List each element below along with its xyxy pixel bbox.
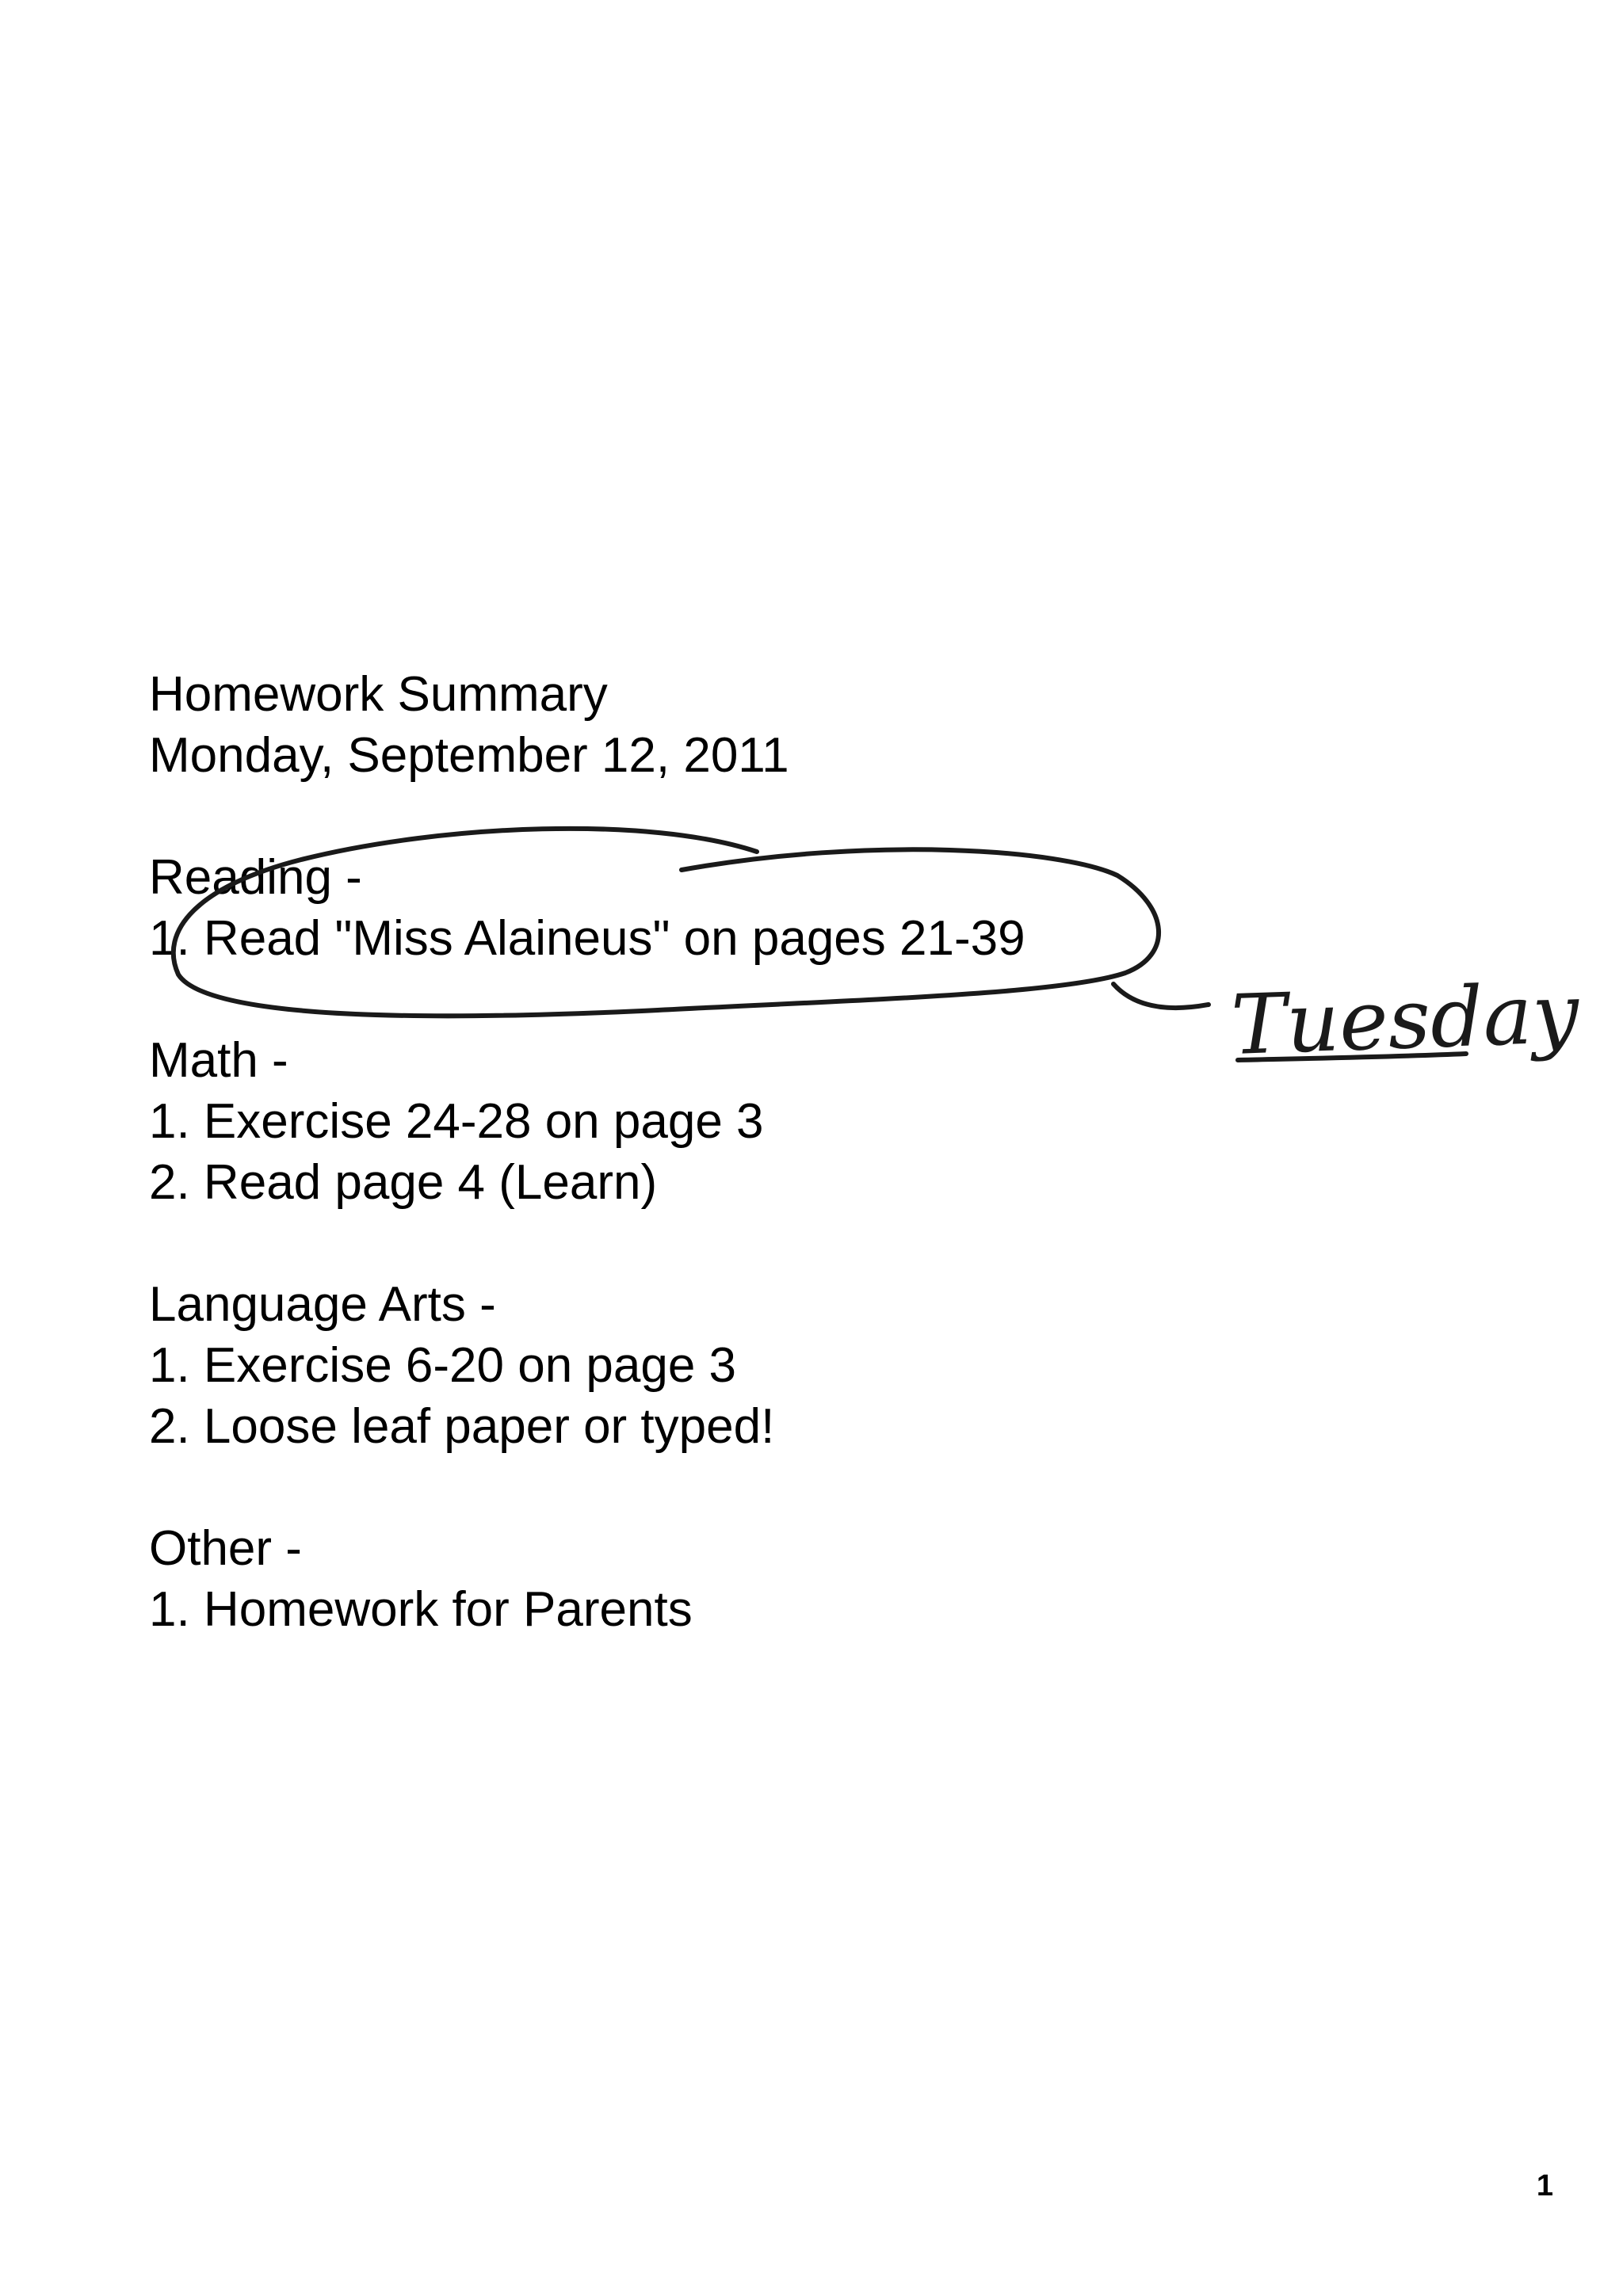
list-item: 2. Read page 4 (Learn) xyxy=(149,1155,658,1210)
list-item: 1. Exercise 24-28 on page 3 xyxy=(149,1094,764,1149)
section-heading-language-arts: Language Arts - xyxy=(149,1277,496,1332)
page-number: 1 xyxy=(1536,2169,1553,2203)
section-heading-other: Other - xyxy=(149,1521,302,1576)
list-item: 1. Exercise 6-20 on page 3 xyxy=(149,1338,737,1393)
document-title: Homework Summary xyxy=(149,667,608,722)
list-item: 1. Homework for Parents xyxy=(149,1582,693,1637)
document-body xyxy=(149,664,1338,1640)
spacer xyxy=(149,1213,1338,1274)
spacer xyxy=(149,1457,1338,1518)
spacer xyxy=(149,969,1338,1030)
document-date: Monday, September 12, 2011 xyxy=(149,728,789,783)
list-item: 1. Read "Miss Alaineus" on pages 21-39 xyxy=(149,911,1025,966)
spacer xyxy=(149,786,1338,847)
handwritten-note: Tuesday xyxy=(1229,964,1581,1074)
section-heading-math: Math - xyxy=(149,1033,288,1088)
section-heading-reading: Reading - xyxy=(149,850,362,905)
list-item: 2. Loose leaf paper or typed! xyxy=(149,1399,775,1454)
